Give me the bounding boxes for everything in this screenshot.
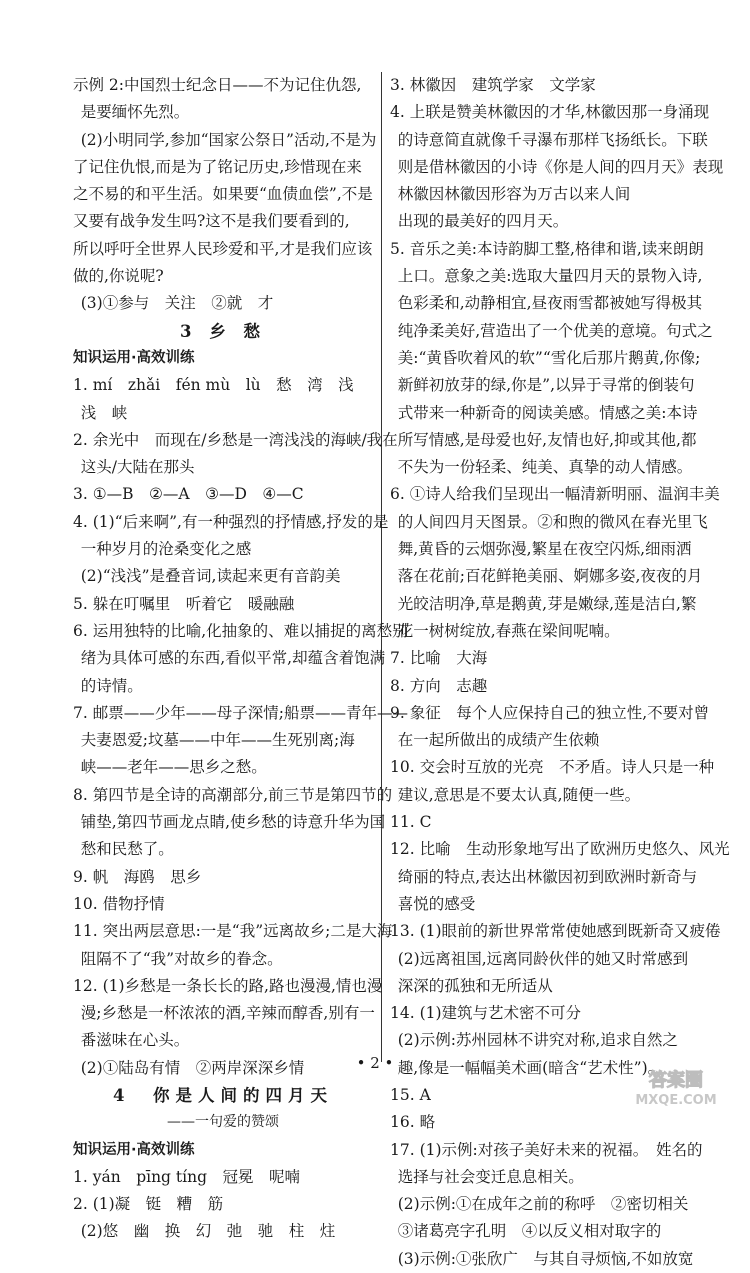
answer-line: 之不易的和平生活。如果要“血债血偿”,不是 <box>73 185 373 204</box>
exercise-heading: 知识运用·高效训练 <box>73 349 195 366</box>
answer-line: 8. 第四节是全诗的高潮部分,前三节是第四节的 <box>73 785 393 804</box>
answer-line: 6. ①诗人给我们呈现出一幅清新明丽、温润丰美 <box>390 485 720 504</box>
answer-line: 10. 借物抒情 <box>73 894 165 913</box>
answer-line: 15. A <box>390 1085 431 1104</box>
answer-line: 花一树树绽放,春燕在梁间呢喃。 <box>397 621 620 640</box>
answer-line: 建议,意思是不要太认真,随便一些。 <box>397 785 641 804</box>
answer-line: 的人间四月天图景。②和煦的微风在春光里飞 <box>397 512 708 531</box>
answer-line: 在一起所做出的成绩产生依赖 <box>397 731 600 750</box>
answer-line: 的诗意简直就像千寻瀑布那样飞扬纸长。下联 <box>397 130 708 149</box>
answer-line: (2)小明同学,参加“国家公祭日”活动,不是为 <box>80 130 377 149</box>
answer-line: (2)①陆岛有情 ②两岸深深乡情 <box>80 1058 305 1077</box>
answer-line: 4. (1)“后来啊”,有一种强烈的抒情感,抒发的是 <box>73 512 389 531</box>
answer-line: 1. mí zhǎi fén mù lù 愁 湾 浅 <box>73 376 354 395</box>
watermark-bottom-text: MXQE.COM <box>635 1093 717 1108</box>
section-title: 4 你是人间的四月天 <box>113 1085 333 1105</box>
answer-line: 这头/大陆在那头 <box>80 458 195 477</box>
answer-line: 林徽因林徽因形容为万古以来人间 <box>397 185 631 204</box>
answer-line: 出现的最美好的四月天。 <box>397 212 569 231</box>
answer-line: 1. yán pīng tíng 冠冕 呢喃 <box>73 1167 300 1186</box>
answer-line: 上口。意象之美:选取大量四月天的景物入诗, <box>397 267 703 286</box>
answer-line: 深深的孤独和无所适从 <box>397 976 553 995</box>
watermark-logo <box>606 1066 746 1108</box>
column-divider <box>381 72 382 1062</box>
answer-line: 做的,你说呢? <box>73 267 164 286</box>
answer-line: 所以呼吁全世界人民珍爱和平,才是我们应该 <box>73 239 373 258</box>
answer-line: 漫;乡愁是一杯浓浓的酒,辛辣而醇香,别有一 <box>80 1004 375 1023</box>
answer-line: 8. 方向 志趣 <box>390 676 488 695</box>
watermark-top-text: 答案圈 <box>649 1070 703 1091</box>
answer-line: 2. (1)凝 铤 糟 筋 <box>73 1195 224 1214</box>
answer-line: 9. 帆 海鸥 思乡 <box>73 867 202 886</box>
answer-line: 了记住仇恨,而是为了铭记历史,珍惜现在来 <box>73 157 362 176</box>
answer-line: 铺垫,第四节画龙点睛,使乡愁的诗意升华为国 <box>80 813 386 832</box>
answer-line: 11. C <box>390 813 432 832</box>
answer-line: 16. 略 <box>390 1113 436 1132</box>
answer-line: 5. 音乐之美:本诗韵脚工整,格律和谐,读来朗朗 <box>390 239 704 258</box>
answer-line: 舞,黄昏的云烟弥漫,繁星在夜空闪烁,细雨洒 <box>397 540 692 559</box>
answer-line: 不失为一份轻柔、纯美、真挚的动人情感。 <box>397 458 693 477</box>
answer-line: 2. 余光中 而现在/乡愁是一湾浅浅的海峡/我在 <box>73 430 398 449</box>
answer-line: 落在花前;百花鲜艳美丽、婀娜多姿,夜夜的月 <box>397 567 703 586</box>
answer-line: 示例 2:中国烈士纪念日——不为记住仇怨, <box>73 76 362 94</box>
answer-line: 7. 邮票——少年——母子深情;船票——青年—— <box>73 703 408 722</box>
answer-line: 9. 象征 每个人应保持自己的独立性,不要对曾 <box>390 703 710 722</box>
answer-line: 阻隔不了“我”对故乡的眷念。 <box>80 949 283 968</box>
answer-line: (2)远离祖国,远离同龄伙伴的她又时常感到 <box>397 949 689 968</box>
answer-line: 7. 比喻 大海 <box>390 649 488 668</box>
answer-line: 趣,像是一幅幅美术画(暗含“艺术性”)。 <box>397 1058 664 1077</box>
answer-line: ③诸葛亮字孔明 ④以反义相对取字的 <box>397 1222 662 1241</box>
section-subtitle: ——一句爱的赞颂 <box>167 1114 279 1131</box>
answer-line: 新鲜初放芽的绿,你是”,以异于寻常的倒装句 <box>397 376 695 395</box>
answer-line: 绪为具体可感的东西,看似平常,却蕴含着饱满 <box>80 649 386 668</box>
answer-line: 13. (1)眼前的新世界常常使她感到既新奇又疲倦 <box>390 922 721 941</box>
answer-line: 美:“黄昏吹着风的软”“雪化后那片鹅黄,你像; <box>397 348 701 367</box>
exercise-heading: 知识运用·高效训练 <box>73 1141 195 1158</box>
answer-line: 峡——老年——思乡之愁。 <box>80 758 267 777</box>
answer-line: 12. (1)乡愁是一条长长的路,路也漫漫,情也漫 <box>73 976 383 995</box>
answer-line: (2)“浅浅”是叠音词,读起来更有音韵美 <box>80 567 341 586</box>
answer-line: (2)示例:苏州园林不讲究对称,追求自然之 <box>397 1031 678 1050</box>
answer-line: (3)①参与 关注 ②就 才 <box>80 294 274 313</box>
answer-line: 色彩柔和,动静相宜,昼夜雨雪都被她写得极其 <box>397 294 703 313</box>
answer-line: 11. 突出两层意思:一是“我”远离故乡;二是大海 <box>73 922 393 941</box>
answer-line: 夫妻恩爱;坟墓——中年——生死别离;海 <box>80 731 355 750</box>
answer-line: 式带来一种新奇的阅读美感。情感之美:本诗 <box>397 403 698 422</box>
answer-line: 17. (1)示例:对孩子美好未来的祝福。 姓名的 <box>390 1140 703 1159</box>
answer-line: 则是借林徽因的小诗《你是人间的四月天》表现 <box>397 157 724 176</box>
answer-line: 愁和民愁了。 <box>80 840 174 859</box>
answer-line: 浅 峡 <box>80 403 128 422</box>
answer-line: 的诗情。 <box>80 676 143 695</box>
answer-line: 一种岁月的沧桑变化之感 <box>80 540 252 559</box>
answer-line: 喜悦的感受 <box>397 894 476 913</box>
watermark-graphic <box>606 1066 746 1108</box>
answer-line: 6. 运用独特的比喻,化抽象的、难以捕捉的离愁别 <box>73 621 408 640</box>
answer-line: 纯净柔美好,营造出了一个优美的意境。句式之 <box>397 321 713 340</box>
answer-line: 12. 比喻 生动形象地写出了欧洲历史悠久、风光 <box>390 840 730 859</box>
answer-line: 绮丽的特点,表达出林徽因初到欧洲时新奇与 <box>397 867 698 886</box>
answer-line: 番滋味在心头。 <box>80 1031 190 1050</box>
answer-line: (2)示例:①在成年之前的称呼 ②密切相关 <box>397 1195 689 1214</box>
answer-line: 14. (1)建筑与艺术密不可分 <box>390 1004 582 1023</box>
answer-line: 3. 林徽因 建筑学家 文学家 <box>390 76 596 94</box>
page-number: • 2 • <box>356 1054 394 1072</box>
answer-line: 光皎洁明净,草是鹅黄,芽是嫩绿,莲是洁白,繁 <box>397 594 697 613</box>
answer-line: (3)示例:①张欣广 与其自寻烦恼,不如放宽 <box>397 1249 694 1268</box>
answer-line: 5. 躲在叮嘱里 听着它 暖融融 <box>73 594 295 613</box>
section-title: 3 乡 愁 <box>180 321 266 341</box>
answer-line: 又要有战争发生吗?这不是我们要看到的, <box>73 212 350 231</box>
answer-line: 是要缅怀先烈。 <box>80 103 190 122</box>
answer-line: 选择与社会变迁息息相关。 <box>397 1167 584 1186</box>
answer-line: 4. 上联是赞美林徽因的才华,林徽因那一身涌现 <box>390 103 710 122</box>
answer-line: 10. 交会时互放的光亮 不矛盾。诗人只是一种 <box>390 758 715 777</box>
answer-line: 所写情感,是母爱也好,友情也好,抑或其他,都 <box>397 430 697 449</box>
answer-line: 3. ①—B ②—A ③—D ④—C <box>73 485 304 504</box>
answer-line: (2)悠 幽 换 幻 弛 驰 柱 炷 <box>80 1222 336 1241</box>
